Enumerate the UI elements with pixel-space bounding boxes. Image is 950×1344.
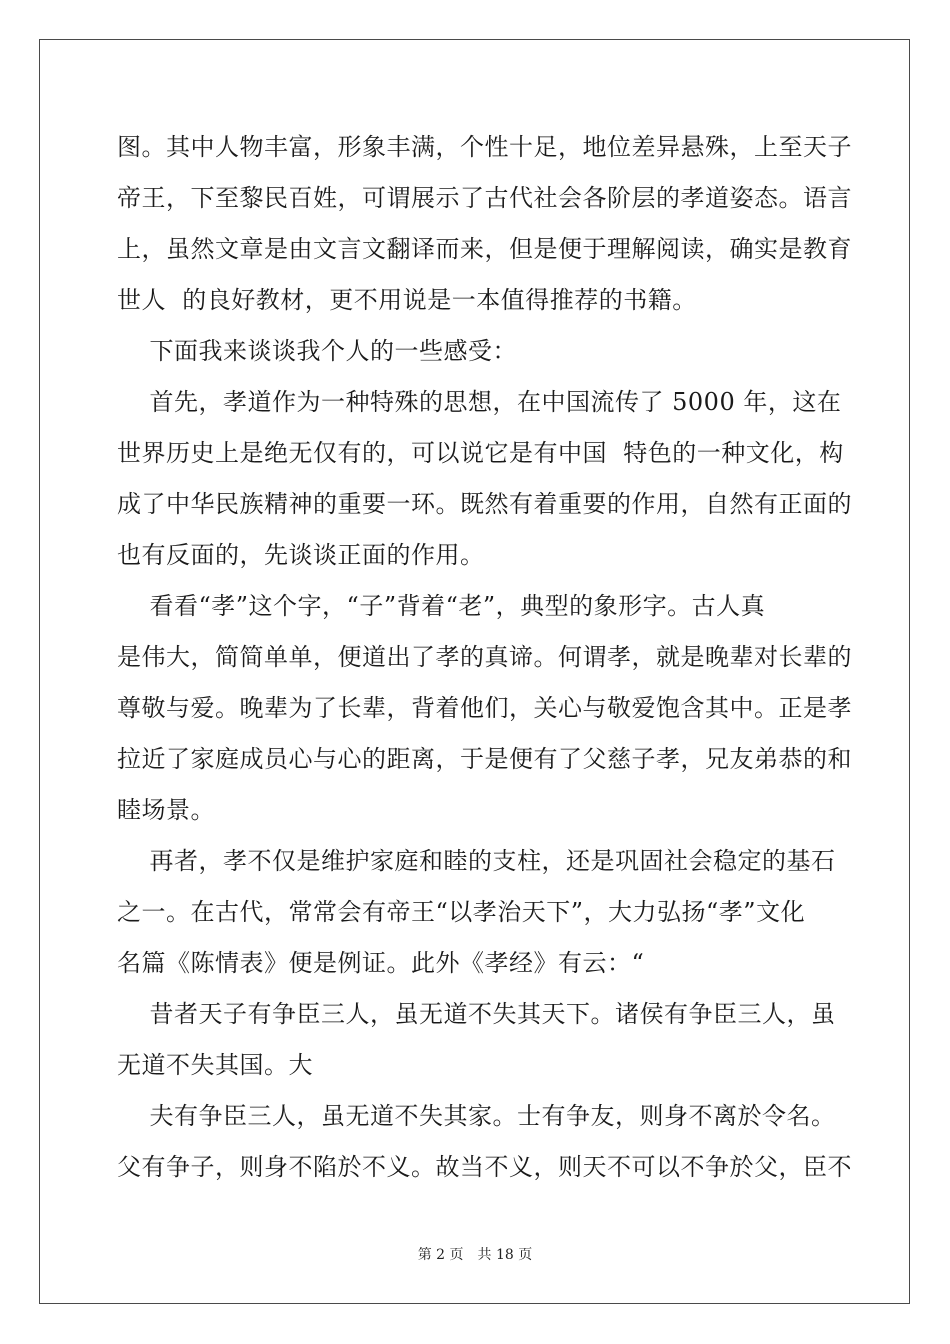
text-line: 无道不失其国。大 bbox=[117, 1051, 313, 1079]
text-line: 名篇《陈情表》便是例证。此外《孝经》有云：“ bbox=[117, 949, 645, 977]
paragraph-first-line: 首先，孝道作为一种特殊的思想，在中国流传了 5000 年，这在 bbox=[117, 388, 842, 416]
text-line: 世人 的良好教材，更不用说是一本值得推荐的书籍。 bbox=[117, 286, 697, 314]
text-line: 图。其中人物丰富，形象丰满，个性十足，地位差异悬殊，上至天子 bbox=[117, 133, 852, 161]
text-line: 成了中华民族精神的重要一环。既然有着重要的作用，自然有正面的 bbox=[117, 490, 852, 518]
text-line: 拉近了家庭成员心与心的距离，于是便有了父慈子孝，兄友弟恭的和 bbox=[117, 745, 852, 773]
paragraph-first-line: 看看“孝”这个字，“子”背着“老”，典型的象形字。古人真 bbox=[117, 592, 766, 620]
text-line: 之一。在古代，常常会有帝王“以孝治天下”，大力弘扬“孝”文化 bbox=[117, 898, 806, 926]
total-pages: 共 18 页 bbox=[477, 1247, 533, 1263]
text-line: 尊敬与爱。晚辈为了长辈，背着他们，关心与敬爱饱含其中。正是孝 bbox=[117, 694, 852, 722]
page-footer bbox=[0, 1244, 950, 1264]
paragraph-first-line: 昔者天子有争臣三人，虽无道不失其天下。诸侯有争臣三人，虽 bbox=[117, 1000, 836, 1028]
text-line: 上，虽然文章是由文言文翻译而来，但是便于理解阅读，确实是教育 bbox=[117, 235, 852, 263]
text-line: 是伟大，简简单单，便道出了孝的真谛。何谓孝，就是晚辈对长辈的 bbox=[117, 643, 852, 671]
text-line: 帝王，下至黎民百姓，可谓展示了古代社会各阶层的孝道姿态。语言 bbox=[117, 184, 852, 212]
text-line: 父有争子，则身不陷於不义。故当不义，则天不可以不争於父，臣不 bbox=[117, 1153, 852, 1181]
paragraph-first-line: 下面我来谈谈我个人的一些感受： bbox=[117, 337, 518, 365]
paragraph-first-line: 夫有争臣三人，虽无道不失其家。士有争友，则身不离於令名。 bbox=[117, 1102, 836, 1130]
page-number: 第 2 页 bbox=[417, 1247, 464, 1263]
paragraph-first-line: 再者，孝不仅是维护家庭和睦的支柱，还是巩固社会稳定的基石 bbox=[117, 847, 836, 875]
text-line: 世界历史上是绝无仅有的，可以说它是有中国 特色的一种文化，构 bbox=[117, 439, 844, 467]
text-line: 睦场景。 bbox=[117, 796, 215, 824]
text-line: 也有反面的，先谈谈正面的作用。 bbox=[117, 541, 485, 569]
